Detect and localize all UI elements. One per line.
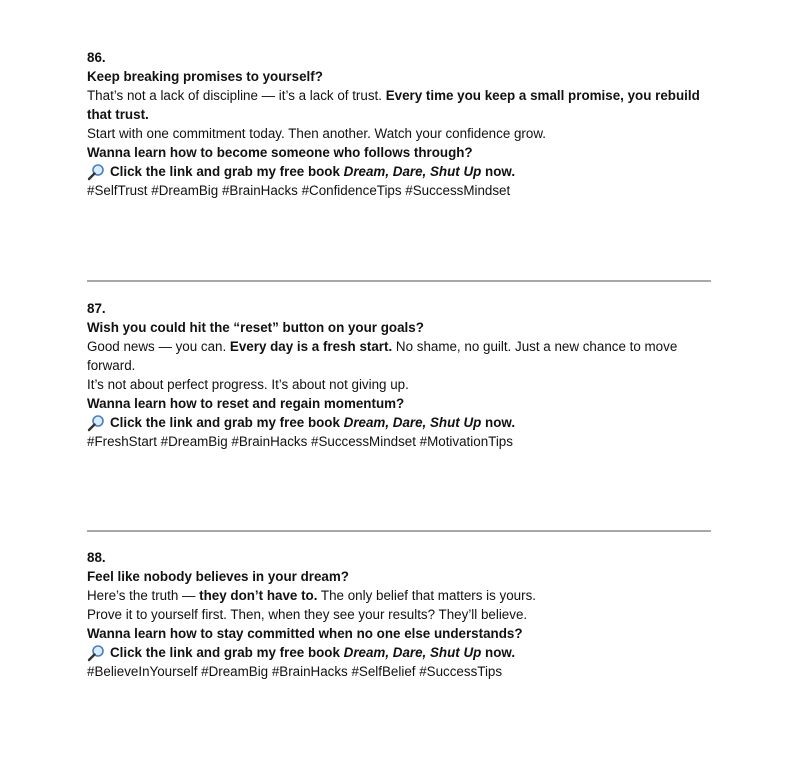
post-86 [87, 48, 712, 200]
cta-text: Click the link and grab my free book [110, 645, 344, 660]
cta-question: Wanna learn how to stay committed when no one else understands? [87, 626, 523, 641]
cta-text: Click the link and grab my free book [110, 164, 344, 179]
cta-line [87, 643, 712, 662]
cta-line [87, 162, 712, 181]
post-paragraph-2: Start with one commitment today. Then another. Watch your confidence grow. [87, 126, 546, 141]
magnifying-glass-icon [87, 414, 105, 432]
paragraph-emphasis: Every day is a fresh start. [229, 339, 393, 354]
hashtags: #FreshStart #DreamBig #BrainHacks #SuccessMindset #MotivationTips [87, 434, 513, 449]
section-divider [87, 530, 711, 532]
post-title: Feel like nobody believes in your dream? [87, 569, 349, 584]
book-title: Dream, Dare, Shut Up [343, 415, 482, 430]
cta-suffix: now. [481, 164, 516, 179]
post-number: 86. [87, 50, 106, 65]
paragraph-text-after: No shame, no guilt. Just a new chance to move forward. [87, 339, 678, 373]
post-paragraph-1 [87, 337, 712, 375]
post-title: Keep breaking promises to yourself? [87, 69, 323, 84]
magnifying-glass-icon [87, 644, 105, 662]
cta-line [87, 413, 712, 432]
hashtags: #SelfTrust #DreamBig #BrainHacks #ConfidenceTips #SuccessMindset [87, 183, 511, 198]
post-paragraph-1 [87, 86, 712, 124]
cta-suffix: now. [481, 645, 516, 660]
paragraph-emphasis: they don’t have to. [199, 588, 318, 603]
hashtags: #BelieveInYourself #DreamBig #BrainHacks #SelfBelief #SuccessTips [87, 664, 503, 679]
magnifying-glass-icon [87, 163, 105, 181]
cta-question: Wanna learn how to reset and regain momentum? [87, 396, 405, 411]
post-title: Wish you could hit the “reset” button on your goals? [87, 320, 424, 335]
post-paragraph-1 [87, 586, 712, 605]
paragraph-text: Here’s the truth — [87, 588, 200, 603]
post-number: 87. [87, 301, 106, 316]
cta-text: Click the link and grab my free book [110, 415, 344, 430]
post-paragraph-2: Prove it to yourself first. Then, when they see your results? They’ll believe. [87, 607, 528, 622]
cta-question: Wanna learn how to become someone who follows through? [87, 145, 473, 160]
paragraph-text: Good news — you can. [87, 339, 230, 354]
section-divider [87, 280, 711, 282]
book-title: Dream, Dare, Shut Up [343, 645, 482, 660]
paragraph-emphasis: Every time you keep a small promise, you rebuild that trust. [87, 88, 700, 122]
post-88 [87, 548, 712, 681]
post-87 [87, 299, 712, 451]
post-number: 88. [87, 550, 106, 565]
paragraph-text: That’s not a lack of discipline — it’s a lack of trust. [87, 88, 386, 103]
post-paragraph-2: It’s not about perfect progress. It’s about not giving up. [87, 377, 409, 392]
cta-suffix: now. [481, 415, 516, 430]
book-title: Dream, Dare, Shut Up [343, 164, 482, 179]
paragraph-text-after: The only belief that matters is yours. [317, 588, 537, 603]
